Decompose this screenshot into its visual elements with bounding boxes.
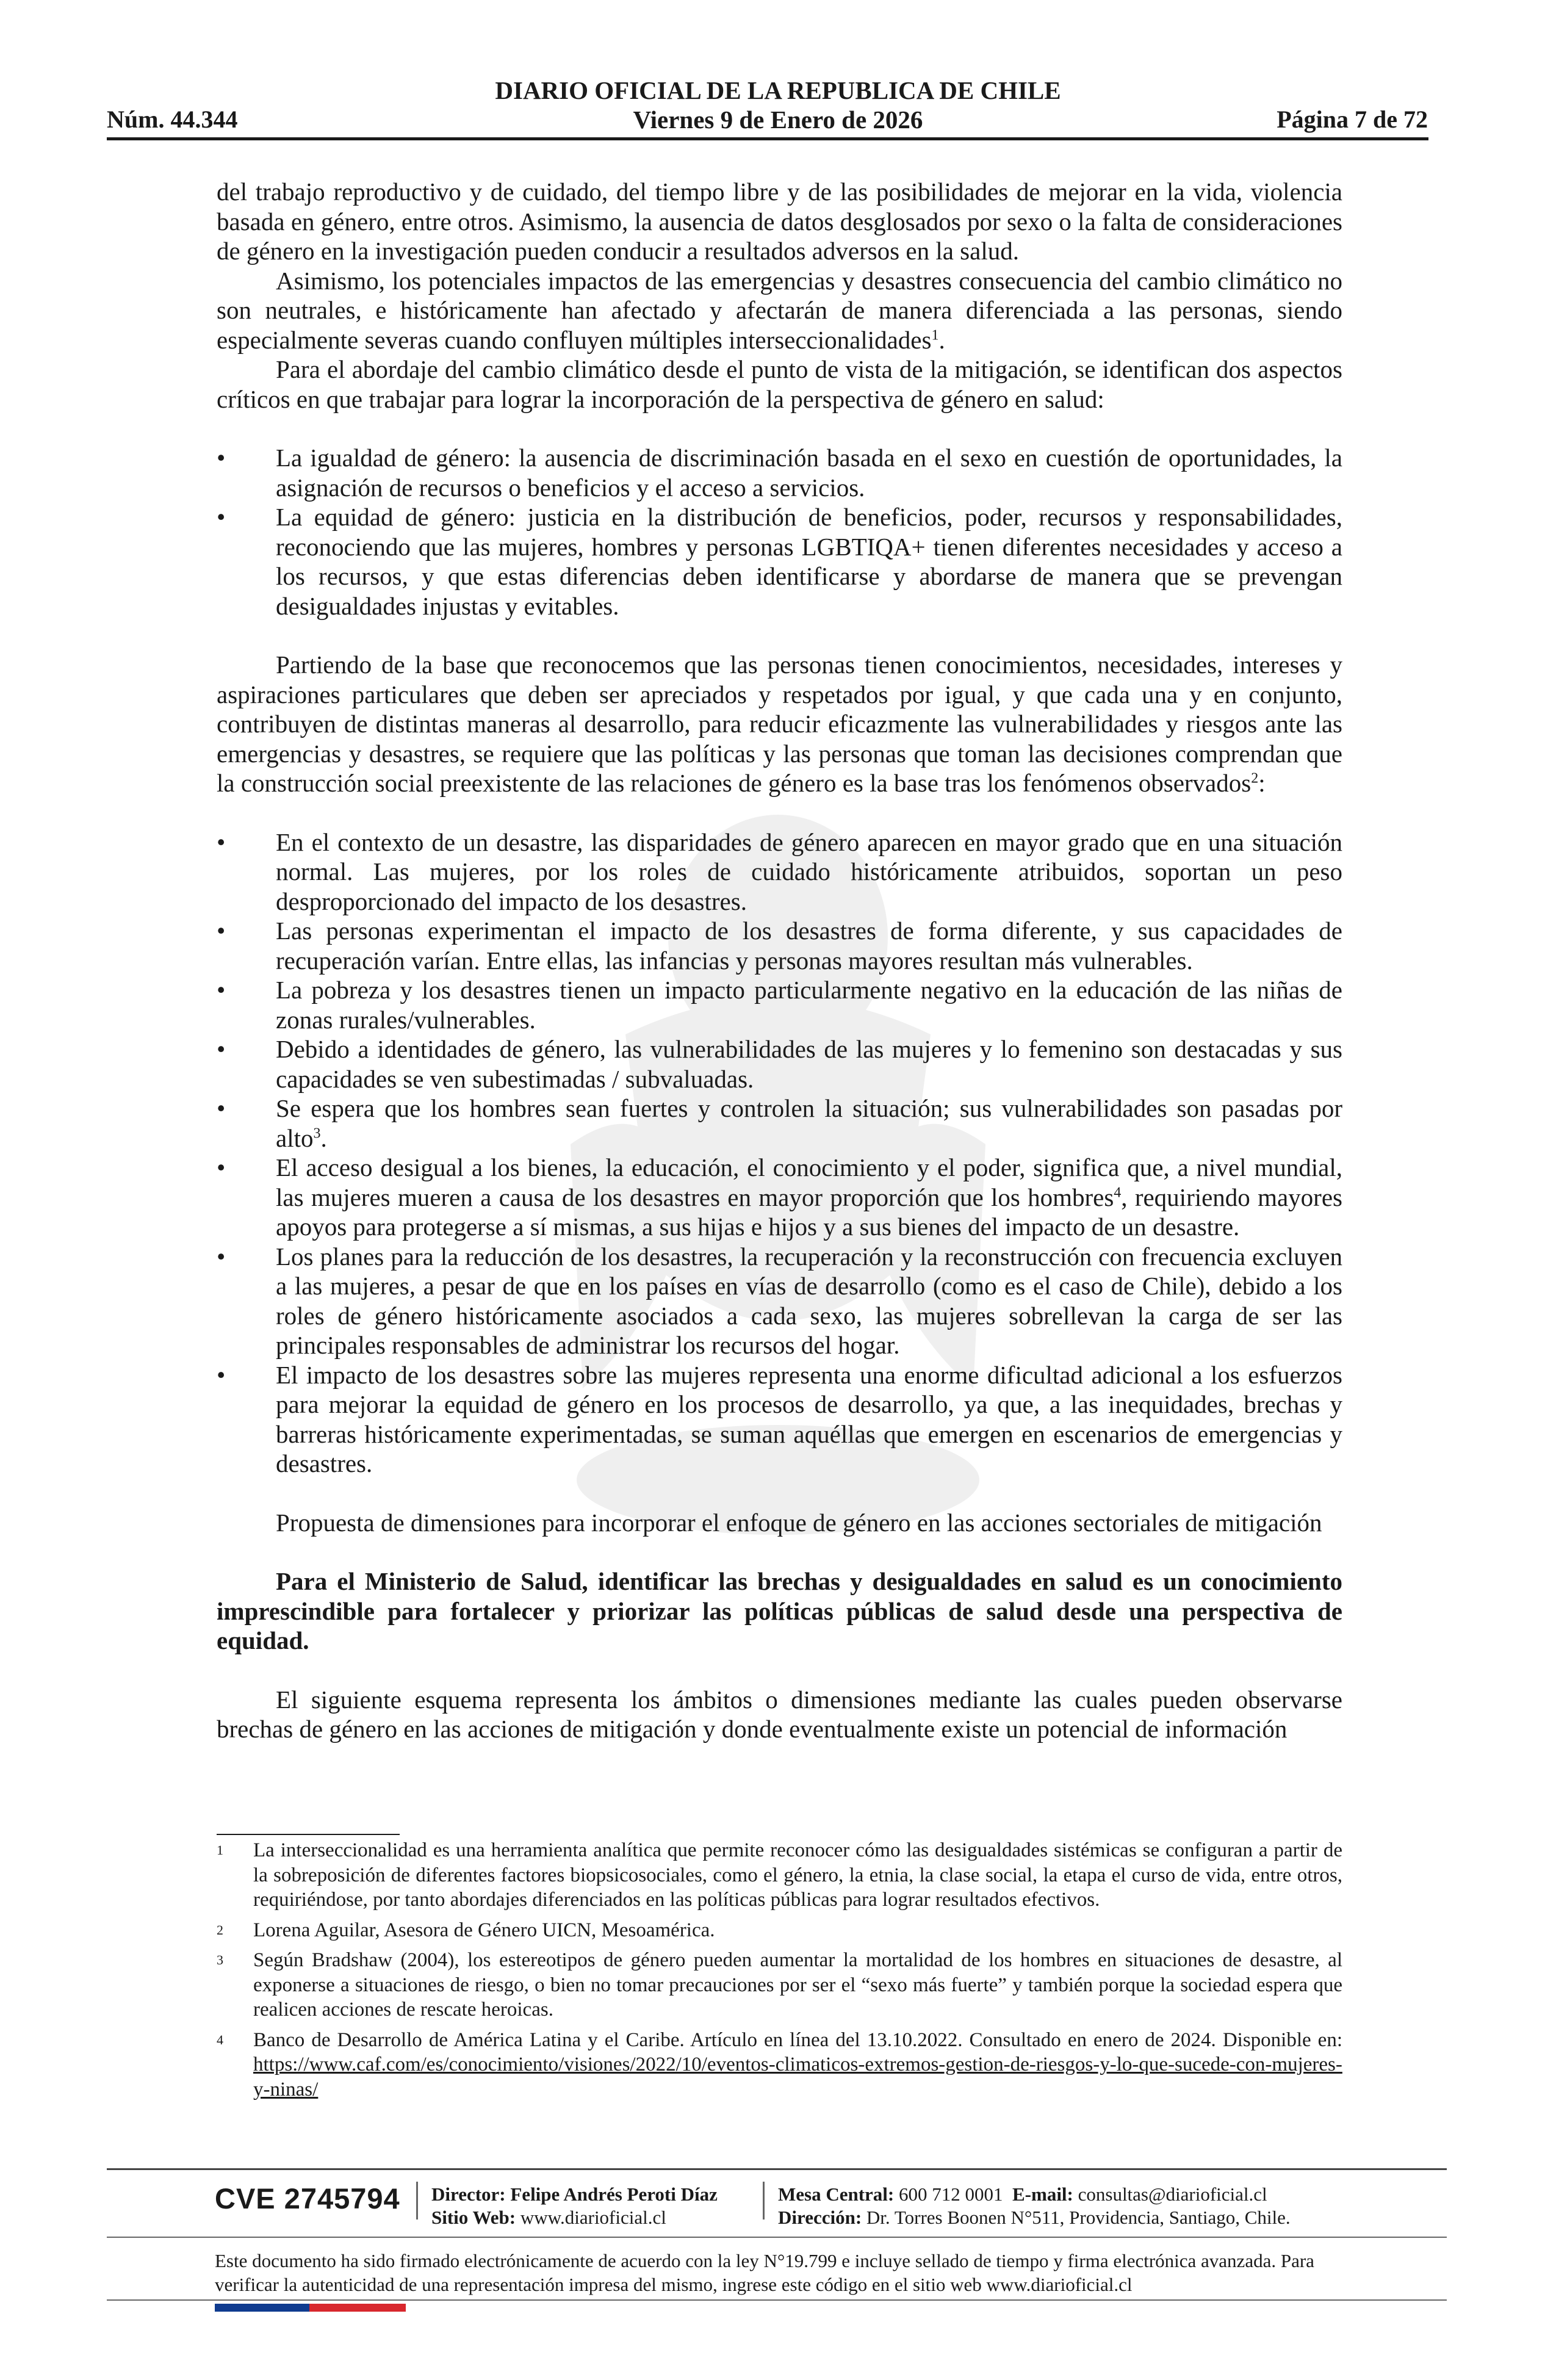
- list-item: • La igualdad de género: la ausencia de discriminación basada en el sexo en cuestión de oportunidades, la asignación de recursos o beneficios y el acceso a servicios.: [217, 444, 1342, 502]
- website-link[interactable]: www.diarioficial.cl: [520, 2207, 666, 2228]
- cve-code: CVE 2745794: [215, 2182, 400, 2215]
- bullet-icon: •: [217, 1094, 226, 1122]
- list-item: • El impacto de los desastres sobre las mujeres representa una enorme dificultad adicional a los esfuerzos para mejorar la equidad de género en los procesos de desarrollo, ya que, a las inequidades, brechas y barreras históricamente experimentadas, se suman aquéllas que emergen en escenarios de emergencias y desastres.: [217, 1360, 1342, 1477]
- issue-date: Viernes 9 de Enero de 2026: [633, 106, 923, 134]
- section-heading: Propuesta de dimensiones para incorporar el enfoque de género en las acciones sectoriales de mitigación: [276, 1508, 1322, 1537]
- footnote-number: 3: [217, 1952, 223, 1967]
- page-number: Página 7 de 72: [1277, 106, 1428, 133]
- bullet-icon: •: [217, 1153, 226, 1181]
- footnote-ref[interactable]: 3: [313, 1125, 321, 1141]
- paragraph: Para el abordaje del cambio climático desde el punto de vista de la mitigación, se identifican dos aspectos críticos en que trabajar para lograr la incorporación de la perspectiva de género en salud:: [217, 355, 1342, 413]
- footer-separator: [763, 2182, 765, 2220]
- list-item: • Se espera que los hombres sean fuertes y controlen la situación; sus vulnerabilidades son pasadas por alto$^3$.: [217, 1094, 1342, 1152]
- email-link[interactable]: consultas@diarioficial.cl: [1078, 2183, 1267, 2205]
- footnote-divider: [217, 1834, 400, 1835]
- footer-separator: [416, 2182, 418, 2220]
- flag-stripe-red: [309, 2304, 406, 2312]
- bold-paragraph: Para el Ministerio de Salud, identificar las brechas y desigualdades en salud es un conocimiento imprescindible para fortalecer y priorizar las políticas públicas de salud desde una perspectiva de equidad.: [217, 1567, 1342, 1654]
- source-link[interactable]: https://www.caf.com/es/conocimiento/visiones/2022/10/eventos-climaticos-extremos-gestion-de-riesgos-y-lo-que-sucede-con-mujeres-y-ninas/: [253, 2054, 1342, 2101]
- list-item: • Las personas experimentan el impacto de los desastres de forma diferente, y sus capacidades de recuperación varían. Entre ellas, las infancias y personas mayores resultan más vulnerables.: [217, 917, 1342, 975]
- list-item: • En el contexto de un desastre, las disparidades de género aparecen en mayor grado que en una situación normal. Las mujeres, por los roles de cuidado históricamente atribuidos, soportan un peso desproporcionado del impacto de los desastres.: [217, 828, 1342, 915]
- paragraph: Partiendo de la base que reconocemos que las personas tienen conocimientos, necesidades, intereses y aspiraciones particulares que deben ser apreciados y respetados por igual, y que cada una y en conjunto, contribuyen de distintas maneras al desarrollo, para reducir eficazmente las vulnerabilidades y riesgos ante las emergencias y desastres, se requiere que las políticas y las personas que toman las decisiones comprendan que la construcción social preexistente de las relaciones de género es la base tras los fenómenos observados$^2$:: [217, 651, 1342, 797]
- footnote: 3 Según Bradshaw (2004), los estereotipos de género pueden aumentar la mortalidad de los hombres en situaciones de desastre, al exponerse a situaciones de riesgo, o bien no tomar precauciones por ser el “sexo más fuerte” y también porque la sociedad espera que realicen acciones de rescate heroicas.: [217, 1949, 1342, 2021]
- paragraph: del trabajo reproductivo y de cuidado, del tiempo libre y de las posibilidades de mejorar en la vida, violencia basada en género, entre otros. Asimismo, la ausencia de datos desglosados por sexo o la falta de consideraciones de género en la investigación pueden conducir a resultados adversos en la salud.: [217, 178, 1342, 265]
- flag-stripe-blue: [215, 2304, 309, 2312]
- footer-divider: [107, 2168, 1447, 2170]
- bullet-icon: •: [217, 444, 226, 472]
- article-body: [217, 177, 1342, 1744]
- footer-divider: [107, 2299, 1447, 2301]
- legal-notice: Este documento ha sido firmado electrónicamente de acuerdo con la ley N°19.799 e incluye sellado de tiempo y firma electrónica avanzada. Para verificar la autenticidad de una representación impresa del mismo, ingrese este código en el sitio web www.diarioficial.cl: [215, 2250, 1314, 2295]
- list-item: • La pobreza y los desastres tienen un impacto particularmente negativo en la educación de las niñas de zonas rurales/vulnerables.: [217, 976, 1342, 1034]
- paragraph: El siguiente esquema representa los ámbitos o dimensiones mediante las cuales pueden observarse brechas de género en las acciones de mitigación y donde eventualmente existe un potencial de información: [217, 1685, 1342, 1743]
- bullet-icon: •: [217, 1035, 226, 1063]
- bullet-icon: •: [217, 1242, 226, 1271]
- bullet-list: [217, 443, 1342, 621]
- list-item: • El acceso desigual a los bienes, la educación, el conocimiento y el poder, significa que, a nivel mundial, las mujeres mueren a causa de los desastres en mayor proporción que los hombres$^4$, requiriendo mayores apoyos para protegerse a sí mismas, a sus hijas e hijos y a sus bienes del impacto de un desastre.: [217, 1153, 1342, 1241]
- footnote-ref[interactable]: 4: [1114, 1184, 1122, 1200]
- bullet-icon: •: [217, 917, 226, 945]
- bullet-icon: •: [217, 503, 226, 531]
- bullet-icon: •: [217, 1360, 226, 1389]
- footnote: 4 Banco de Desarrollo de América Latina y el Caribe. Artículo en línea del 13.10.2022. Consultado en enero de 2024. Disponible en: https://www.caf.com/es/conocimiento/visiones/2022/10/eventos-climaticos-extremos-gestion-de-riesgos-y-lo-que-sucede-con-mujeres-y-ninas/: [217, 2028, 1342, 2101]
- bullet-list: [217, 828, 1342, 1479]
- issue-number: Núm. 44.344: [107, 106, 238, 133]
- director-name: Felipe Andrés Peroti Díaz: [510, 2183, 718, 2205]
- footer-divider: [107, 2237, 1447, 2238]
- footnote: 2 Lorena Aguilar, Asesora de Género UICN, Mesoamérica.: [217, 1918, 1342, 1943]
- footnote-number: 2: [217, 1922, 223, 1938]
- list-item: • Los planes para la reducción de los desastres, la recuperación y la reconstrucción con frecuencia excluyen a las mujeres, a pesar de que en los países en vías de desarrollo (como es el caso de Chile), debido a los roles de género históricamente asociados a cada sexo, las mujeres sobrellevan la carga de ser las principales responsables de administrar los recursos del hogar.: [217, 1242, 1342, 1359]
- footer-director-block: Director: Felipe Andrés Peroti Díaz Sitio Web: www.diarioficial.cl: [431, 2183, 718, 2228]
- paragraph: Asimismo, los potenciales impactos de las emergencias y desastres consecuencia del cambio climático no son neutrales, e históricamente han afectado y afectarán de manera diferenciada a las personas, siendo especialmente severas cuando confluyen múltiples interseccionalidades$^1$.: [217, 266, 1342, 354]
- footnotes: [217, 1838, 1342, 2107]
- footnote: 1 La interseccionalidad es una herramienta analítica que permite reconocer cómo las desigualdades sistémicas se configuran a partir de la sobreposición de diferentes factores biopsicosociales, como el género, la etnia, la clase social, la etapa el curso de vida, entre otros, requiriéndose, por tanto abordajes diferenciados en las políticas públicas para lograr resultados efectivos.: [217, 1839, 1342, 1911]
- phone-number: 600 712 0001: [899, 2183, 1003, 2205]
- footnote-ref[interactable]: 2: [1251, 770, 1259, 787]
- address: Dr. Torres Boonen N°511, Providencia, Santiago, Chile.: [866, 2207, 1291, 2228]
- bullet-icon: •: [217, 976, 226, 1004]
- list-item: • Debido a identidades de género, las vulnerabilidades de las mujeres y lo femenino son destacadas y sus capacidades se ven subestimadas / subvaluadas.: [217, 1035, 1342, 1093]
- newspaper-title: DIARIO OFICIAL DE LA REPUBLICA DE CHILE: [495, 76, 1061, 104]
- footnote-number: 1: [217, 1842, 223, 1858]
- header-divider: [107, 137, 1428, 140]
- footnote-number: 4: [217, 2032, 223, 2047]
- bullet-icon: •: [217, 828, 226, 856]
- list-item: • La equidad de género: justicia en la distribución de beneficios, poder, recursos y responsabilidades, reconociendo que las mujeres, hombres y personas LGBTIQA+ tienen diferentes necesidades y acceso a los recursos, y que estas diferencias deben identificarse y abordarse de manera que se prevengan desigualdades injustas y evitables.: [217, 503, 1342, 620]
- footer-contact-block: Mesa Central: 600 712 0001 E-mail: consultas@diarioficial.cl Dirección: Dr. Torres Boonen N°511, Providencia, Santiago, Chile.: [778, 2183, 1291, 2228]
- footnote-ref[interactable]: 1: [931, 326, 939, 343]
